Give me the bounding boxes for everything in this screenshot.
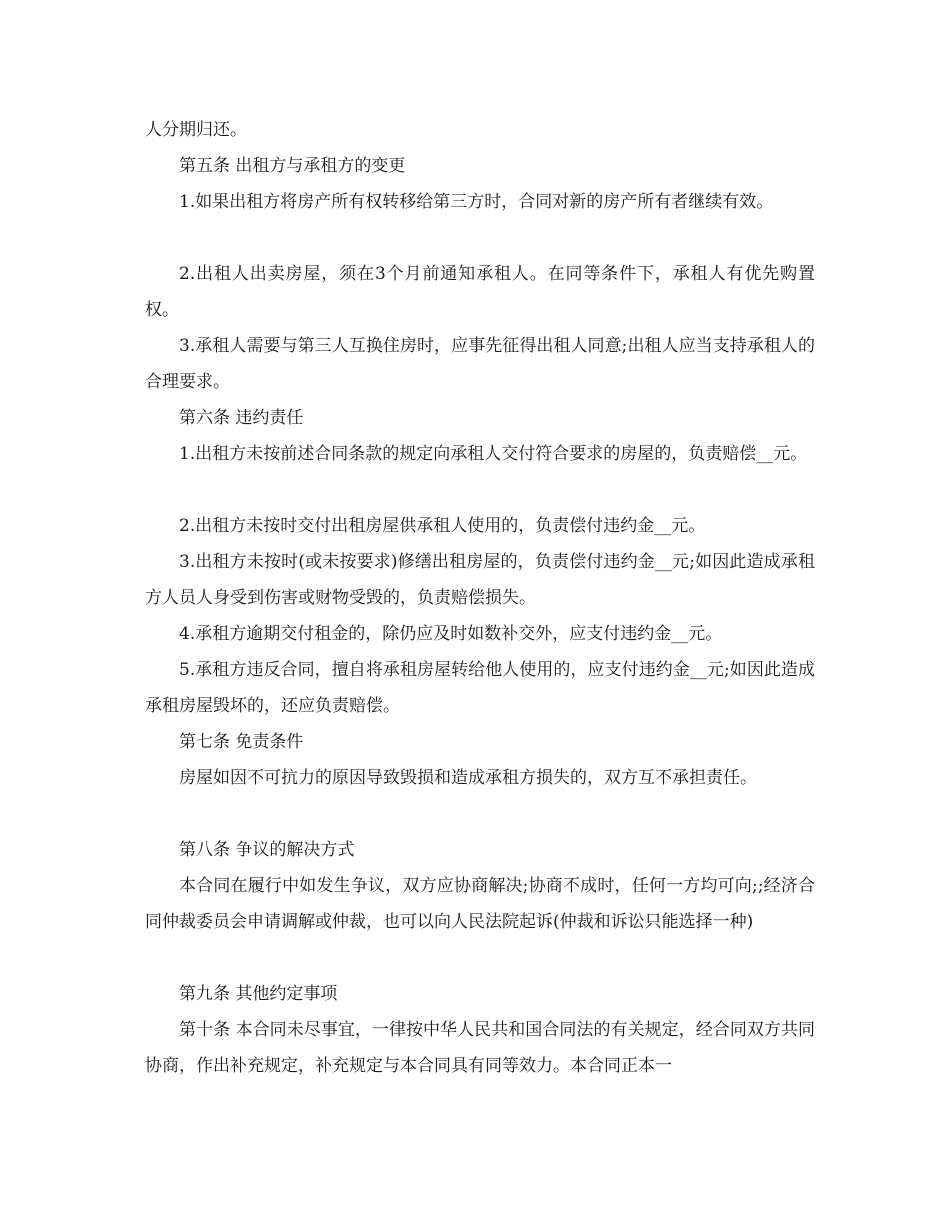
article-5-item-2: 2.出租人出卖房屋，须在3个月前通知承租人。在同等条件下，承租人有优先购置权。 [145, 264, 815, 320]
paragraph-continuation: 人分期归还。 [145, 120, 247, 140]
article-5-item-1: 1.如果出租方将房产所有权转移给第三方时，合同对新的房产所有者继续有效。 [179, 192, 774, 212]
article-7-heading: 第七条 免责条件 [179, 732, 304, 752]
article-8-body: 本合同在履行中如发生争议，双方应协商解决;协商不成时，任何一方均可向;;经济合同仲裁委员会申请调解或仲裁，也可以向人民法院起诉(仲裁和诉讼只能选择一种) [145, 876, 815, 932]
article-5-heading: 第五条 出租方与承租方的变更 [179, 156, 406, 176]
article-6-item-5: 5.承租方违反合同，擅自将承租房屋转给他人使用的，应支付违约金__元;如因此造成承租房屋毁坏的，还应负责赔偿。 [145, 660, 815, 716]
article-8-heading: 第八条 争议的解决方式 [179, 840, 355, 860]
article-5-item-3: 3.承租人需要与第三人互换住房时，应事先征得出租人同意;出租人应当支持承租人的合理要求。 [145, 336, 815, 392]
article-9-heading: 第九条 其他约定事项 [179, 984, 338, 1004]
article-6-item-3: 3.出租方未按时(或未按要求)修缮出租房屋的，负责偿付违约金__元;如因此造成承租方人员人身受到伤害或财物受毁的，负责赔偿损失。 [145, 552, 815, 608]
article-10-body: 第十条 本合同未尽事宜，一律按中华人民共和国合同法的有关规定，经合同双方共同协商，作出补充规定，补充规定与本合同具有同等效力。本合同正本一 [145, 1020, 815, 1076]
article-6-item-4: 4.承租方逾期交付租金的，除仍应及时如数补交外，应支付违约金__元。 [179, 624, 723, 644]
article-6-item-2: 2.出租方未按时交付出租房屋供承租人使用的，负责偿付违约金__元。 [179, 516, 706, 536]
article-6-item-1: 1.出租方未按前述合同条款的规定向承租人交付符合要求的房屋的，负责赔偿__元。 [179, 444, 808, 464]
article-6-heading: 第六条 违约责任 [179, 408, 304, 428]
article-7-body: 房屋如因不可抗力的原因导致毁损和造成承租方损失的，双方互不承担责任。 [179, 768, 757, 788]
